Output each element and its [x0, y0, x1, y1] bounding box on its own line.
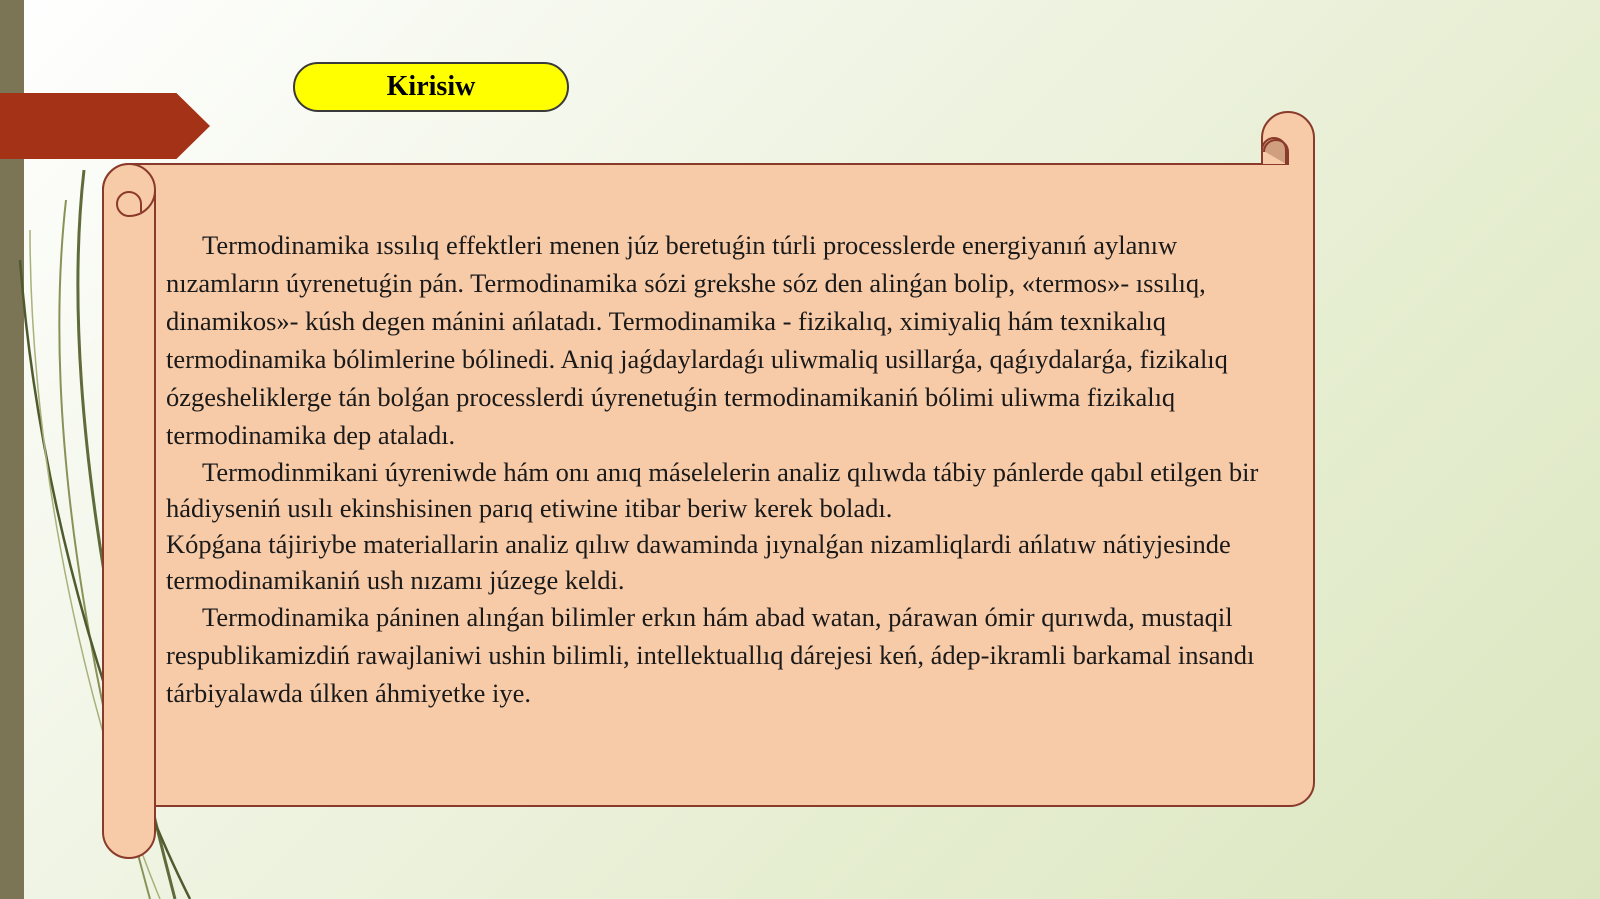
paragraph-1: Termodinamika ıssılıq effektleri menen júz beretuǵin túrli processlerde energiyanıń aylanıw nızamların úyrenetuǵin pán. Termodinamika sózi grekshe sóz den alinǵan bolip, «termos»- ıssılıq, dinamikos»- kúsh degen mánini ańlatadı. Termodinamika - fizikalıq, ximiyaliq hám texnikalıq termodinamika bólimlerine bólinedi. Aniq jaǵdaylardaǵı uliwmaliq usillarǵa, qaǵıydalarǵa, fizikalıq ózgesheliklerge tán bolǵan processlerdi úyrenetuǵin termodinamikaniń bólimi uliwma fizikalıq termodinamika dep ataladı.: [166, 230, 1228, 450]
paragraph-4: Termodinamika páninen alınǵan bilimler erkın hám abad watan, párawan ómir qurıwda, mustaqil respublikamizdiń rawajlaniwi ushin bilimli, intellektuallıq dárejesi keń, ádep-ikramli barkamal insandı tárbiyalawda úlken áhmiyetke iye.: [166, 602, 1255, 708]
paragraph-3: Kópǵana tájiriybe materiallarin analiz qılıw dawaminda jıynalǵan nizamliqlardi ańlatıw nátiyjesinde termodinamikaniń ush nızamı júzege keldi.: [166, 529, 1231, 595]
paragraph-2: Termodinmikani úyreniwde hám onı anıq máselelerin analiz qılıwda tábiy pánlerde qabıl etilgen bir hádiyseniń usılı ekinshisinen parıq etiwine itibar beriw kerek boladı.: [166, 457, 1259, 523]
scroll-text-body: [166, 226, 1276, 712]
slide-title: Kirisiw: [293, 62, 569, 112]
